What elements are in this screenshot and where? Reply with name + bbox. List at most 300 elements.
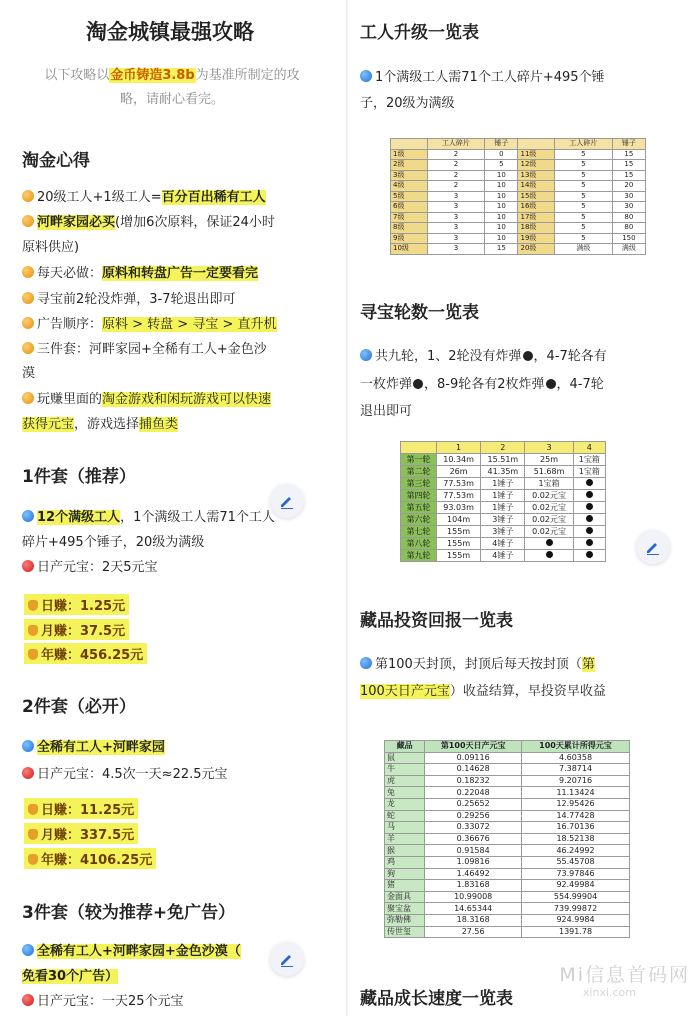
invest-text-1 <box>360 653 595 672</box>
tip-6 <box>22 338 267 357</box>
orange-dot-icon <box>22 292 34 304</box>
bomb-cell <box>573 502 605 514</box>
table-cell: 9级 <box>391 233 428 244</box>
table-cell: 3 <box>427 202 485 213</box>
set2-year <box>24 848 156 869</box>
invest-text-2-a: 100天日产元宝 <box>360 684 450 699</box>
right-column <box>352 0 700 1016</box>
table-cell: 12.95426 <box>522 798 630 810</box>
table-cell: 9.20716 <box>522 775 630 787</box>
tip-7-cont <box>22 413 178 432</box>
set1-month <box>24 619 129 640</box>
upgrade-text-1 <box>360 66 605 85</box>
treasure-text-1-b: ，4-7轮各有 <box>533 349 607 364</box>
bomb-cell <box>573 478 605 490</box>
table-cell: 3锤子 <box>481 514 525 526</box>
table-cell: 1锤子 <box>481 478 525 490</box>
table-header-cell <box>401 442 437 454</box>
bomb-icon <box>586 551 593 558</box>
table-header-cell: 4 <box>573 442 605 454</box>
table-cell: 10级 <box>391 244 428 255</box>
table-cell: 1锤子 <box>481 490 525 502</box>
table-cell: 0.33072 <box>425 822 522 834</box>
set2-year-text: 年赚：4106.25元 <box>41 853 153 868</box>
red-dot-icon <box>22 767 34 779</box>
table-cell: 弥勒佛 <box>385 914 425 926</box>
table-cell: 15 <box>485 244 518 255</box>
table-cell: 0 <box>485 149 518 160</box>
table-cell: 16级 <box>518 202 555 213</box>
table-cell: 5 <box>555 223 613 234</box>
pencil-icon <box>645 539 661 555</box>
table-header-row <box>401 442 606 454</box>
table-cell: 1.09816 <box>425 856 522 868</box>
invest-title: 藏品投资回报一览表 <box>360 611 513 631</box>
table-row <box>391 233 646 244</box>
table-cell: 1宝箱 <box>573 454 605 466</box>
table-cell: 5 <box>555 160 613 171</box>
table-row <box>391 202 646 213</box>
set3-b1a: 全稀有工人+河畔家园+金色沙漠（ <box>37 944 241 959</box>
table-cell: 14.65344 <box>425 903 522 915</box>
table-cell: 5 <box>555 212 613 223</box>
edit-pencil-button[interactable] <box>270 484 304 518</box>
blue-dot-icon <box>360 70 372 82</box>
table-row <box>385 810 630 822</box>
set1-day-text: 日赚：1.25元 <box>41 599 126 614</box>
intro-pre: 以下攻略以 <box>44 68 110 83</box>
table-row <box>385 764 630 776</box>
table-cell: 16.70136 <box>522 822 630 834</box>
table-row <box>401 490 606 502</box>
table-cell: 猴 <box>385 845 425 857</box>
table-row <box>391 181 646 192</box>
treasure-text-1 <box>360 345 607 364</box>
table-cell: 1宝箱 <box>573 466 605 478</box>
table-cell: 10.99008 <box>425 891 522 903</box>
table-cell: 55.45708 <box>522 856 630 868</box>
bomb-icon <box>546 539 553 546</box>
set2-month-text: 月赚：337.5元 <box>41 828 135 843</box>
tip-3-a: 每天必做： <box>37 266 103 281</box>
table-cell: 4锤子 <box>481 550 525 562</box>
blue-dot-icon <box>22 510 34 522</box>
tip-2-a: 河畔家园必买 <box>37 215 116 230</box>
table-cell: 4.60358 <box>522 752 630 764</box>
table-row <box>385 903 630 915</box>
table-row <box>385 845 630 857</box>
table-cell: 4级 <box>391 181 428 192</box>
table-header-cell: 1 <box>436 442 480 454</box>
set3-line-1 <box>22 940 241 959</box>
table-cell: 0.09116 <box>425 752 522 764</box>
table-cell: 26m <box>436 466 480 478</box>
table-cell: 10 <box>485 223 518 234</box>
table-cell: 第七轮 <box>401 526 437 538</box>
table-row <box>385 868 630 880</box>
tip-7-e: 捕鱼类 <box>139 417 179 432</box>
bomb-icon <box>586 479 593 486</box>
invest-text-2 <box>360 680 606 699</box>
bomb-cell <box>525 550 573 562</box>
bomb-cell <box>573 514 605 526</box>
table-cell: 金面具 <box>385 891 425 903</box>
table-cell: 马 <box>385 822 425 834</box>
red-dot-icon <box>22 994 34 1006</box>
set2-title: 2件套（必开） <box>22 697 136 717</box>
tip-5-b: 原料 > 转盘 > 寻宝 > 直升机 <box>102 317 277 332</box>
table-cell: 2级 <box>391 160 428 171</box>
set3-line-3 <box>22 990 184 1009</box>
column-divider <box>346 0 348 1016</box>
table-cell: 0.91584 <box>425 845 522 857</box>
table-cell: 蛇 <box>385 810 425 822</box>
table-row <box>385 856 630 868</box>
set1-r1: 日产元宝：2天5元宝 <box>37 560 158 575</box>
table-cell: 2 <box>427 170 485 181</box>
table-cell: 猪 <box>385 880 425 892</box>
tip-1 <box>22 186 266 205</box>
tip-5-a: 广告顺序： <box>37 317 103 332</box>
table-row <box>385 787 630 799</box>
table-cell: 第九轮 <box>401 550 437 562</box>
table-row <box>385 891 630 903</box>
upgrade-text-1-content: 1个满级工人需71个工人碎片+495个锤 <box>375 70 605 85</box>
table-cell: 15 <box>612 160 645 171</box>
table-cell: 19级 <box>518 233 555 244</box>
table-cell: 554.99904 <box>522 891 630 903</box>
table-cell: 11级 <box>518 149 555 160</box>
table-row <box>401 466 606 478</box>
set2-b1: 全稀有工人+河畔家园 <box>37 740 165 755</box>
table-row <box>391 223 646 234</box>
set3-r1: 日产元宝：一天25个元宝 <box>37 994 184 1009</box>
table-header-cell: 锤子 <box>612 139 645 150</box>
treasure-text-2 <box>360 373 604 392</box>
orange-dot-icon <box>22 317 34 329</box>
table-row <box>391 212 646 223</box>
table-cell: 0.18232 <box>425 775 522 787</box>
intro-text <box>22 64 322 112</box>
table-cell: 10 <box>485 233 518 244</box>
invest-text-1-a: 第100天封顶，封顶后每天按封顶（ <box>375 657 582 672</box>
table-cell: 满级 <box>612 244 645 255</box>
table-cell: 14.77428 <box>522 810 630 822</box>
set1-month-text: 月赚：37.5元 <box>41 624 126 639</box>
bomb-icon <box>523 351 533 361</box>
table-cell: 5级 <box>391 191 428 202</box>
edit-pencil-button[interactable] <box>270 942 304 976</box>
tip-2-b: (增加6次原料，保证24小时 <box>115 215 275 230</box>
table-cell: 8级 <box>391 223 428 234</box>
table-cell: 41.35m <box>481 466 525 478</box>
table-cell: 10 <box>485 212 518 223</box>
table-cell: 18级 <box>518 223 555 234</box>
table-cell: 5 <box>555 233 613 244</box>
table-cell: 15 <box>612 170 645 181</box>
set2-month <box>24 823 138 844</box>
bomb-cell <box>573 538 605 550</box>
set1-line-1 <box>22 506 275 525</box>
table-cell: 龙 <box>385 798 425 810</box>
table-cell: 1锤子 <box>481 502 525 514</box>
table-header-cell: 2 <box>481 442 525 454</box>
table-cell: 满级 <box>555 244 613 255</box>
table-cell: 牛 <box>385 764 425 776</box>
blue-dot-icon <box>360 349 372 361</box>
table-row <box>401 550 606 562</box>
table-cell: 3 <box>427 191 485 202</box>
table-cell: 兔 <box>385 787 425 799</box>
table-row <box>391 149 646 160</box>
table-cell: 10 <box>485 191 518 202</box>
money-bag-icon <box>28 625 38 636</box>
bomb-cell <box>573 526 605 538</box>
table-header-cell: 锤子 <box>485 139 518 150</box>
table-cell: 20 <box>612 181 645 192</box>
invest-table <box>384 740 630 938</box>
table-row <box>401 502 606 514</box>
table-cell: 3锤子 <box>481 526 525 538</box>
intro-post2: 略，请耐心看完。 <box>119 92 224 107</box>
table-cell: 6级 <box>391 202 428 213</box>
table-cell: 15 <box>612 149 645 160</box>
table-cell: 鸡 <box>385 856 425 868</box>
set1-line-3 <box>22 556 158 575</box>
table-cell: 0.02元宝 <box>525 526 573 538</box>
invest-text-1-b: 第 <box>581 657 595 672</box>
table-row <box>401 514 606 526</box>
table-cell: 17级 <box>518 212 555 223</box>
table-cell: 13级 <box>518 170 555 181</box>
table-cell: 传世玺 <box>385 926 425 938</box>
tip-4-text: 寻宝前2轮没炸弹，3-7轮退出即可 <box>37 292 236 307</box>
table-cell: 2 <box>427 149 485 160</box>
set2-line-1 <box>22 736 165 755</box>
set2-line-2 <box>22 763 228 782</box>
bomb-icon <box>586 503 593 510</box>
table-cell: 5 <box>555 181 613 192</box>
table-row <box>391 244 646 255</box>
table-row <box>401 538 606 550</box>
treasure-text-3: 退出即可 <box>360 404 413 419</box>
table-header-cell: 工人碎片 <box>427 139 485 150</box>
orange-dot-icon <box>22 215 34 227</box>
table-cell: 155m <box>436 526 480 538</box>
table-header-cell: 3 <box>525 442 573 454</box>
table-header-row <box>385 741 630 753</box>
table-row <box>385 752 630 764</box>
tip-7-d: ，游戏选择 <box>74 417 140 432</box>
table-header-cell <box>518 139 555 150</box>
table-row <box>385 880 630 892</box>
table-cell: 1.46492 <box>425 868 522 880</box>
table-cell: 51.68m <box>525 466 573 478</box>
table-cell: 46.24992 <box>522 845 630 857</box>
upgrade-title: 工人升级一览表 <box>360 23 479 43</box>
table-row <box>401 454 606 466</box>
table-header-cell: 第100天日产元宝 <box>425 741 522 753</box>
upgrade-text-2: 子，20级为满级 <box>360 96 455 111</box>
table-cell: 虎 <box>385 775 425 787</box>
table-cell: 30 <box>612 191 645 202</box>
set1-year-text: 年赚：456.25元 <box>41 648 144 663</box>
table-cell: 80 <box>612 212 645 223</box>
table-cell: 3 <box>427 223 485 234</box>
table-cell: 2 <box>427 181 485 192</box>
set2-day-text: 日赚：11.25元 <box>41 803 135 818</box>
table-row <box>385 822 630 834</box>
table-row <box>391 160 646 171</box>
invest-text-2-b: ）收益结算，早投资早收益 <box>449 684 606 699</box>
table-row <box>385 775 630 787</box>
blue-dot-icon <box>360 657 372 669</box>
orange-dot-icon <box>22 190 34 202</box>
bomb-cell <box>573 490 605 502</box>
table-cell: 0.14628 <box>425 764 522 776</box>
money-bag-icon <box>28 854 38 865</box>
table-row <box>385 914 630 926</box>
table-row <box>391 191 646 202</box>
set3-b1b: 免看30个广告） <box>22 969 119 984</box>
table-cell: 2 <box>427 160 485 171</box>
set2-r1: 日产元宝：4.5次一天≈22.5元宝 <box>37 767 228 782</box>
table-cell: 25m <box>525 454 573 466</box>
table-cell: 3级 <box>391 170 428 181</box>
table-cell: 1级 <box>391 149 428 160</box>
table-cell: 20级 <box>518 244 555 255</box>
red-dot-icon <box>22 560 34 572</box>
bomb-cell <box>573 550 605 562</box>
table-cell: 5 <box>485 160 518 171</box>
table-cell: 15.51m <box>481 454 525 466</box>
table-cell: 11.13424 <box>522 787 630 799</box>
table-cell: 155m <box>436 550 480 562</box>
bomb-icon <box>546 379 556 389</box>
treasure-text-2-c: ，4-7轮 <box>556 377 604 392</box>
bomb-icon <box>586 515 593 522</box>
table-cell: 73.97846 <box>522 868 630 880</box>
table-cell: 30 <box>612 202 645 213</box>
table-cell: 93.03m <box>436 502 480 514</box>
table-cell: 5 <box>555 170 613 181</box>
tip-1-a: 20级工人+1级工人= <box>37 190 162 205</box>
table-cell: 15级 <box>518 191 555 202</box>
table-cell: 0.02元宝 <box>525 502 573 514</box>
bomb-icon <box>586 527 593 534</box>
set1-title: 1件套（推荐） <box>22 467 136 487</box>
set1-b1a: 12个满级工人 <box>37 510 121 525</box>
orange-dot-icon <box>22 266 34 278</box>
table-cell: 羊 <box>385 833 425 845</box>
table-cell: 第三轮 <box>401 478 437 490</box>
bomb-icon <box>586 539 593 546</box>
table-cell: 10 <box>485 170 518 181</box>
table-cell: 第二轮 <box>401 466 437 478</box>
table-cell: 鼠 <box>385 752 425 764</box>
table-cell: 739.99872 <box>522 903 630 915</box>
orange-dot-icon <box>22 392 34 404</box>
tip-6-a: 三件套：河畔家园+全稀有工人+金色沙 <box>37 342 267 357</box>
watermark: Mi信息首码网 <box>559 964 690 986</box>
table-cell: 0.29256 <box>425 810 522 822</box>
table-cell: 第四轮 <box>401 490 437 502</box>
table-cell: 77.53m <box>436 490 480 502</box>
table-header-row <box>391 139 646 150</box>
bomb-icon <box>586 491 593 498</box>
table-row <box>385 926 630 938</box>
table-cell: 第八轮 <box>401 538 437 550</box>
money-bag-icon <box>28 829 38 840</box>
table-cell: 7级 <box>391 212 428 223</box>
upgrade-table <box>390 138 646 255</box>
table-cell: 4锤子 <box>481 538 525 550</box>
pencil-icon <box>279 951 295 967</box>
table-cell: 0.22048 <box>425 787 522 799</box>
treasure-text-2-b: ，8-9轮各有2枚炸弹 <box>424 377 545 392</box>
table-cell: 0.02元宝 <box>525 514 573 526</box>
table-cell: 第六轮 <box>401 514 437 526</box>
page-title: 淘金城镇最强攻略 <box>86 20 254 44</box>
table-cell: 12级 <box>518 160 555 171</box>
tip-3-b: 原料和转盘广告一定要看完 <box>102 266 259 281</box>
table-cell: 聚宝盆 <box>385 903 425 915</box>
tip-7 <box>22 388 271 407</box>
table-cell: 155m <box>436 538 480 550</box>
tip-7-c: 获得元宝 <box>22 417 75 432</box>
table-cell: 狗 <box>385 868 425 880</box>
bomb-cell <box>525 538 573 550</box>
intro-post1: 为基准所制定的攻 <box>195 68 300 83</box>
tip-7-b: 淘金游戏和闲玩游戏可以快速 <box>102 392 272 407</box>
table-cell: 1宝箱 <box>525 478 573 490</box>
table-header-cell <box>391 139 428 150</box>
tip-6-cont: 漠 <box>22 366 36 381</box>
table-cell: 5 <box>555 191 613 202</box>
table-cell: 第一轮 <box>401 454 437 466</box>
table-cell: 3 <box>427 233 485 244</box>
table-header-cell: 藏品 <box>385 741 425 753</box>
table-cell: 27.56 <box>425 926 522 938</box>
tip-5 <box>22 313 277 332</box>
table-row <box>385 833 630 845</box>
tip-2-cont: 原料供应) <box>22 240 80 255</box>
bomb-icon <box>546 551 553 558</box>
table-header-cell: 100天累计所得元宝 <box>522 741 630 753</box>
table-cell: 3 <box>427 244 485 255</box>
set2-day <box>24 798 138 819</box>
table-cell: 92.49984 <box>522 880 630 892</box>
tip-1-b: 百分百出稀有工人 <box>161 190 266 205</box>
table-cell: 77.53m <box>436 478 480 490</box>
table-cell: 0.36676 <box>425 833 522 845</box>
table-cell: 14级 <box>518 181 555 192</box>
bomb-icon <box>413 379 423 389</box>
intro-highlight: 金币铸造3.8b <box>110 68 195 83</box>
edit-pencil-button[interactable] <box>636 530 670 564</box>
treasure-text-2-a: 一枚炸弹 <box>360 377 413 392</box>
tip-3 <box>22 262 258 281</box>
table-cell: 104m <box>436 514 480 526</box>
table-row <box>385 798 630 810</box>
table-cell: 5 <box>555 149 613 160</box>
tips-title: 淘金心得 <box>22 151 90 171</box>
treasure-title: 寻宝轮数一览表 <box>360 303 479 323</box>
tip-2 <box>22 211 275 230</box>
tip-4 <box>22 288 236 307</box>
blue-dot-icon <box>22 944 34 956</box>
set1-line-2: 碎片+495个锤子，20级为满级 <box>22 535 205 550</box>
